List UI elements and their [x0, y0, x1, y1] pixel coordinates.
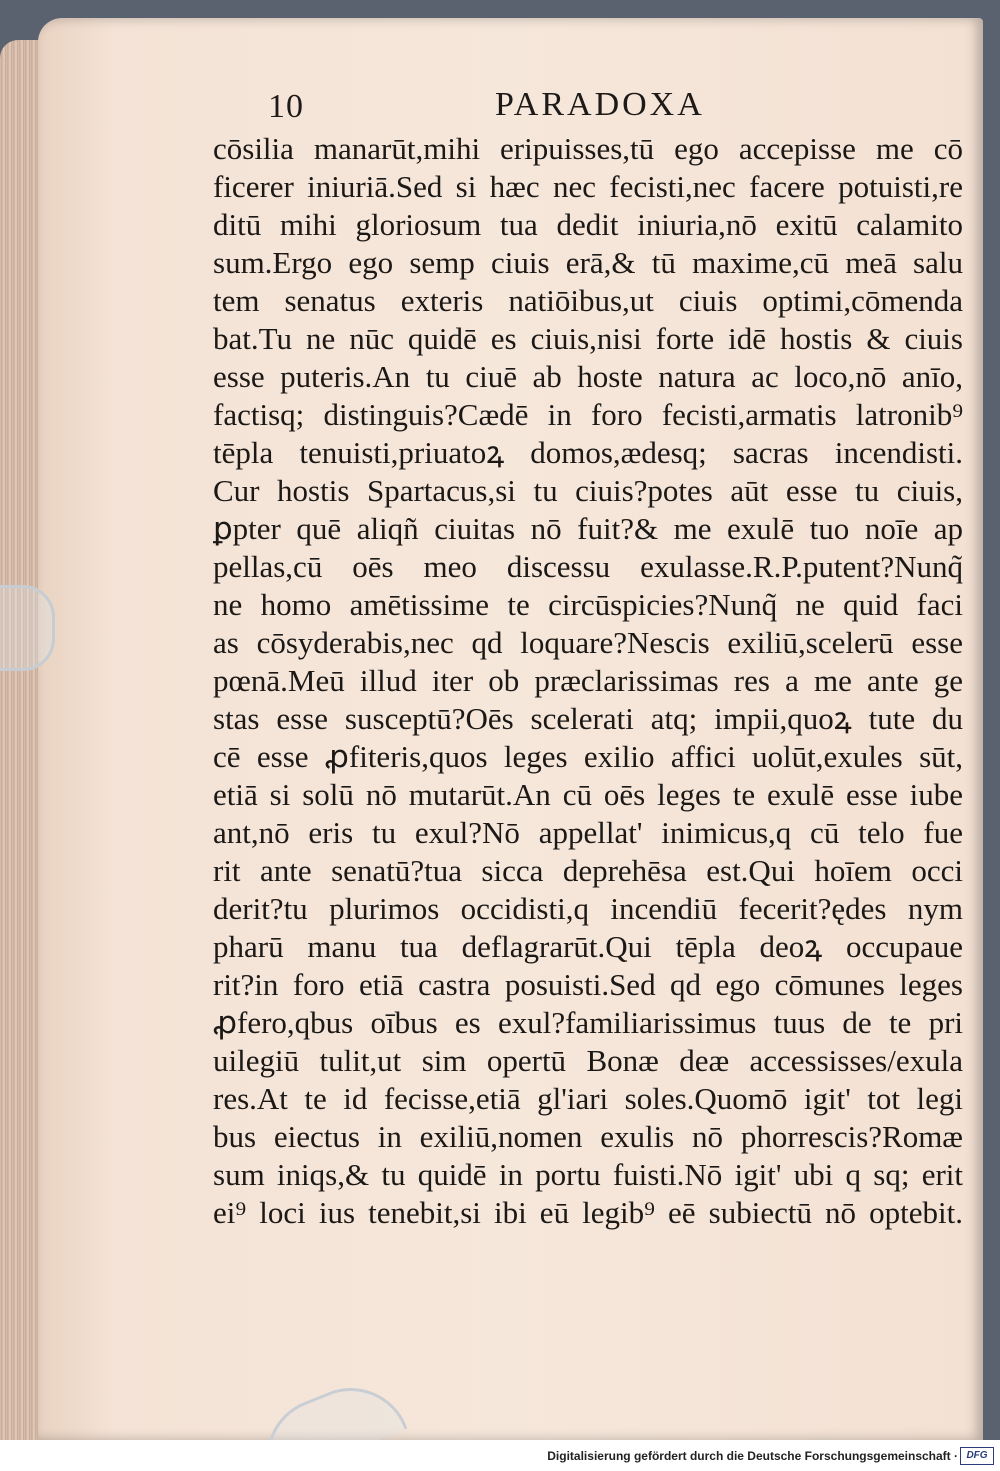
text-line: rit?in foro etiā castra posuisti.Sed qd ego cōmunes leges — [213, 967, 963, 1002]
text-line: sum iniqs,& tu quidē in portu fuisti.Nō igit' ubi q sq; erit — [213, 1157, 963, 1192]
text-line: ei⁹ loci ius tenebit,si ibi eū legib⁹ eē subiectū nō optebit. — [213, 1195, 963, 1230]
body-text — [213, 130, 963, 1232]
text-line: stas esse susceptū?Oēs scelerati atq; impii,quoꝝ tute du — [213, 701, 963, 736]
text-line: uilegiū tulit,ut sim opertū Bonæ deæ accessisses/exula — [213, 1043, 963, 1078]
text-line: esse puteris.An tu ciuē ab hoste natura ac loco,nō anīo, — [213, 359, 963, 394]
text-line: cē esse ꝓfiteris,quos leges exilio affici uolūt,exules sūt, — [213, 739, 963, 774]
page-header — [0, 86, 1000, 130]
text-line: ditū mihi gloriosum tua dedit iniuria,nō exitū calamito — [213, 207, 963, 242]
text-line: ne homo amētissime te circūspicies?Nunq̃ ne quid faci — [213, 587, 963, 622]
text-line: ꝑpter quē aliqñ ciuitas nō fuit?& me exulē tuo noīe ap — [213, 511, 963, 546]
text-line: etiā si solū nō mutarūt.An cū oēs leges te exulē esse iube — [213, 777, 963, 812]
footer-bar — [0, 1440, 1000, 1471]
running-title: PARADOXA — [495, 86, 705, 123]
text-line: tēpla tenuisti,priuatoꝝ domos,ædesq; sacras incendisti. — [213, 435, 963, 470]
text-line: pœnā.Meū illud iter ob præclarissimas res a me ante ge — [213, 663, 963, 698]
text-line: derit?tu plurimos occidisti,q incendiū fecerit?ędes nym — [213, 891, 963, 926]
text-line: ꝓfero,qbus oībus es exul?familiarissimus tuus de te pri — [213, 1005, 963, 1040]
text-line: ant,nō eris tu exul?Nō appellat' inimicus,q cū telo fue — [213, 815, 963, 850]
text-line: res.At te id fecisse,etiā gl'iari soles.Quomō igit' tot legi — [213, 1081, 963, 1116]
text-line: pellas,cū oēs meo discessu exulasse.R.P.putent?Nunq̃ — [213, 549, 963, 584]
text-line: pharū manu tua deflagrarūt.Qui tēpla deoꝝ occupaue — [213, 929, 963, 964]
text-line: factisq; distinguis?Cædē in foro fecisti,armatis latronib⁹ — [213, 397, 963, 432]
dfg-logo-icon: DFG — [960, 1447, 994, 1465]
text-line: rit ante senatū?tua sicca deprehēsa est.Qui hoīem occi — [213, 853, 963, 888]
funding-note: Digitalisierung gefördert durch die Deutsche Forschungsgemeinschaft · — [547, 1449, 958, 1463]
text-line: bat.Tu ne nūc quidē es ciuis,nisi forte idē hostis & ciuis — [213, 321, 963, 356]
text-line: tem senatus exteris natiōibus,ut ciuis optimi,cōmenda — [213, 283, 963, 318]
text-line: sum.Ergo ego semp ciuis erā,& tū maxime,cū meā salu — [213, 245, 963, 280]
text-line: as cōsyderabis,nec qd loquare?Nescis exiliū,scelerū esse — [213, 625, 963, 660]
page-clip-left — [0, 585, 55, 671]
text-line: Cur hostis Spartacus,si tu ciuis?potes aūt esse tu ciuis, — [213, 473, 963, 508]
text-line: bus eiectus in exiliū,nomen exulis nō phorrescis?Romæ — [213, 1119, 963, 1154]
page-number: 10 — [268, 88, 304, 125]
text-line: ficerer iniuriā.Sed si hæc nec fecisti,nec facere potuisti,re — [213, 169, 963, 204]
text-line: cōsilia manarūt,mihi eripuisses,tū ego accepisse me cō — [213, 131, 963, 166]
